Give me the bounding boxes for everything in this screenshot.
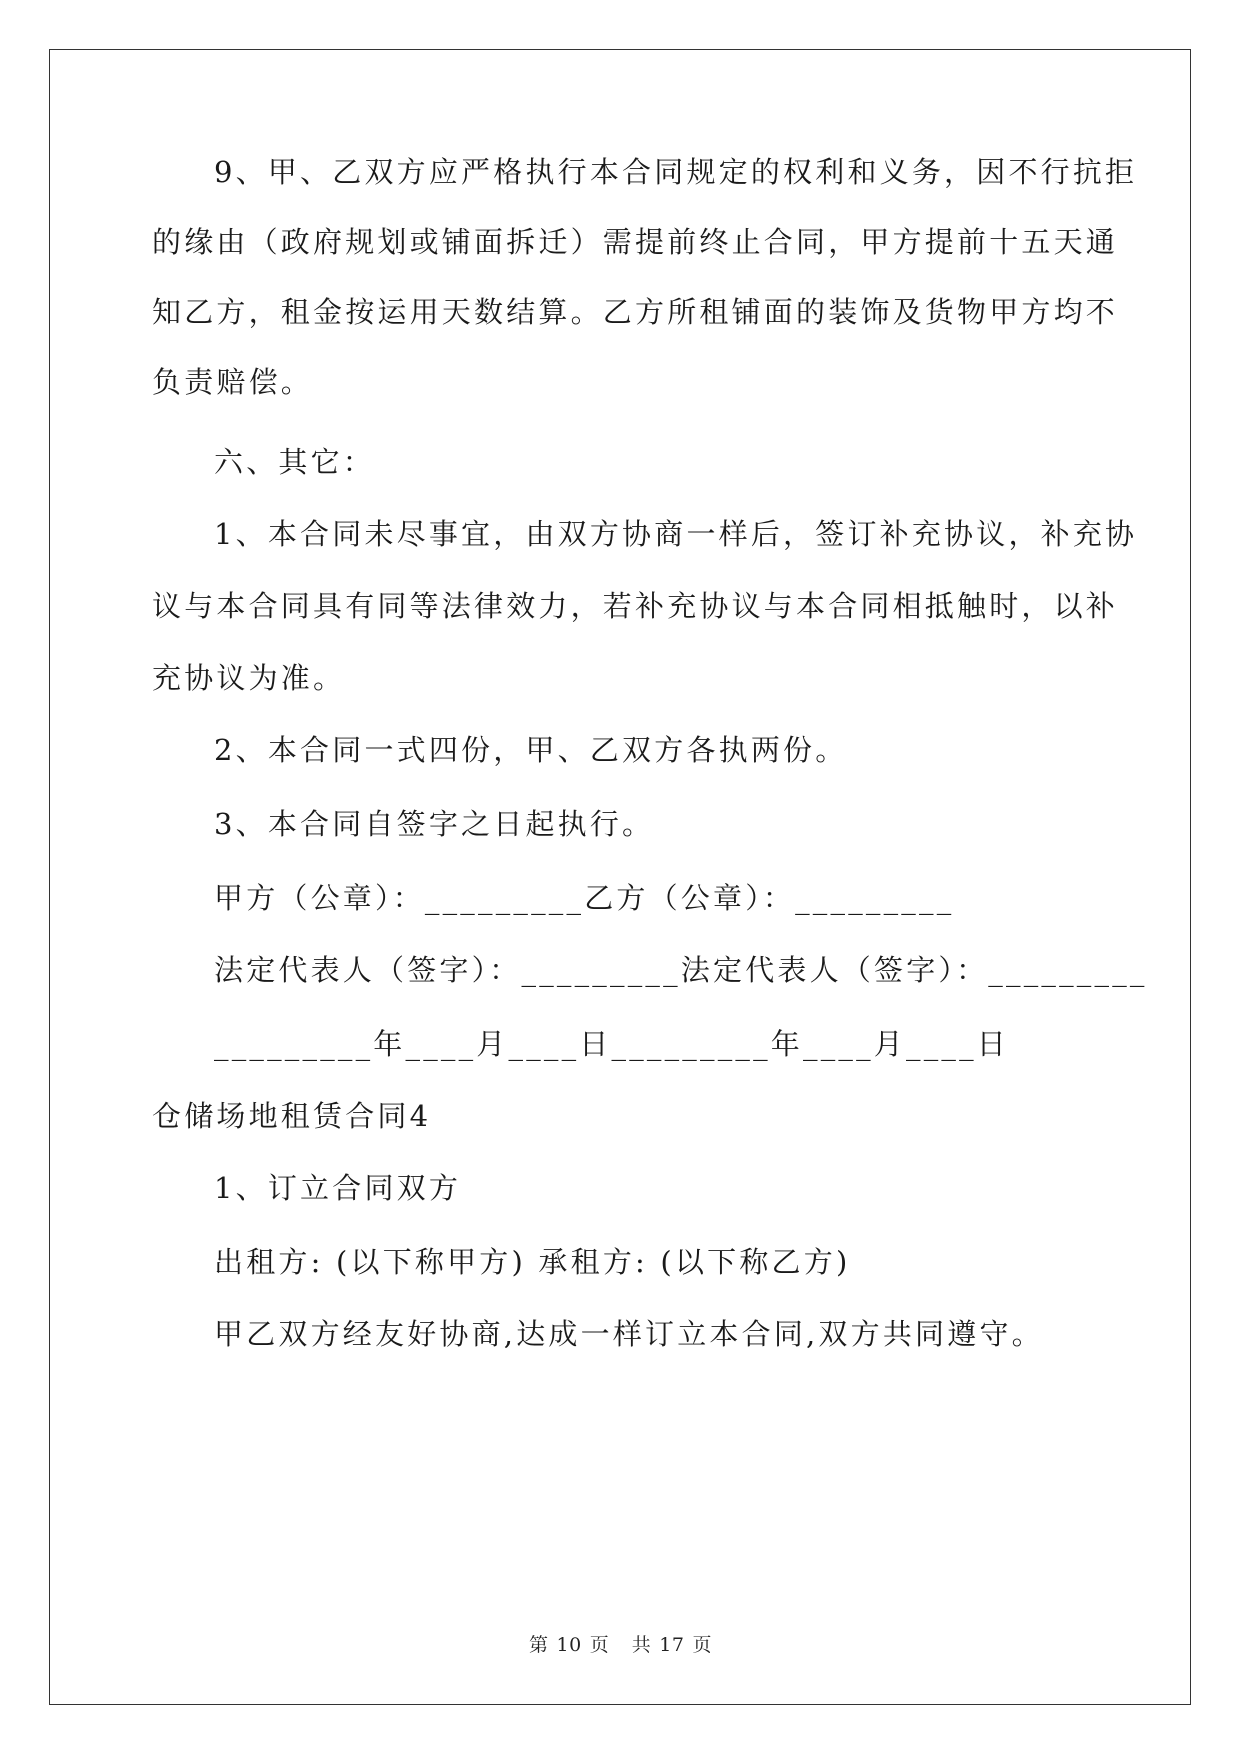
date-line: _________年____月____日_________年____月____日 (214, 1027, 1010, 1061)
other-clause-3: 3、本合同自签字之日起执行。 (214, 807, 655, 841)
clause-9-line-2: 的缘由（政府规划或铺面拆迁）需提前终止合同，甲方提前十五天通 (152, 225, 1119, 259)
clause-9-line-4: 负责赔偿。 (152, 365, 314, 399)
contract-4-title: 仓储场地租赁合同4 (152, 1099, 432, 1133)
page-prefix: 第 (529, 1634, 549, 1656)
contract-4-item-1: 1、订立合同双方 (214, 1171, 462, 1205)
contract-4-parties: 出租方: (以下称甲方) 承租方: (以下称乙方) (214, 1245, 851, 1279)
total-pages: 17 (659, 1634, 685, 1656)
page-suffix: 页 (589, 1634, 610, 1656)
page-number: 10 (556, 1634, 582, 1656)
clause-9-line-3: 知乙方，租金按运用天数结算。乙方所租铺面的装饰及货物甲方均不 (152, 295, 1119, 329)
legal-representative-line: 法定代表人（签字）：_________法定代表人（签字）：_________ (214, 953, 1148, 987)
page-footer (0, 1630, 1241, 1657)
other-clause-1-line-1: 1、本合同未尽事宜，由双方协商一样后，签订补充协议，补充协 (214, 517, 1138, 551)
other-clause-2: 2、本合同一式四份，甲、乙双方各执两份。 (214, 733, 848, 767)
clause-9-line-1: 9、甲、乙双方应严格执行本合同规定的权利和义务，因不行抗拒 (214, 155, 1138, 189)
total-suffix: 页 (692, 1634, 712, 1656)
other-clause-1-line-3: 充协议为准。 (152, 661, 346, 695)
contract-4-agreement: 甲乙双方经友好协商,达成一样订立本合同,双方共同遵守。 (214, 1317, 1044, 1351)
section-6-heading: 六、其它： (214, 445, 376, 479)
total-pages-indicator (628, 1634, 716, 1656)
other-clause-1-line-2: 议与本合同具有同等法律效力，若补充协议与本合同相抵触时，以补 (152, 589, 1119, 623)
total-prefix: 共 (631, 1634, 652, 1656)
page-indicator (525, 1634, 613, 1656)
seal-line: 甲方（公章）：_________乙方（公章）：_________ (214, 881, 955, 915)
